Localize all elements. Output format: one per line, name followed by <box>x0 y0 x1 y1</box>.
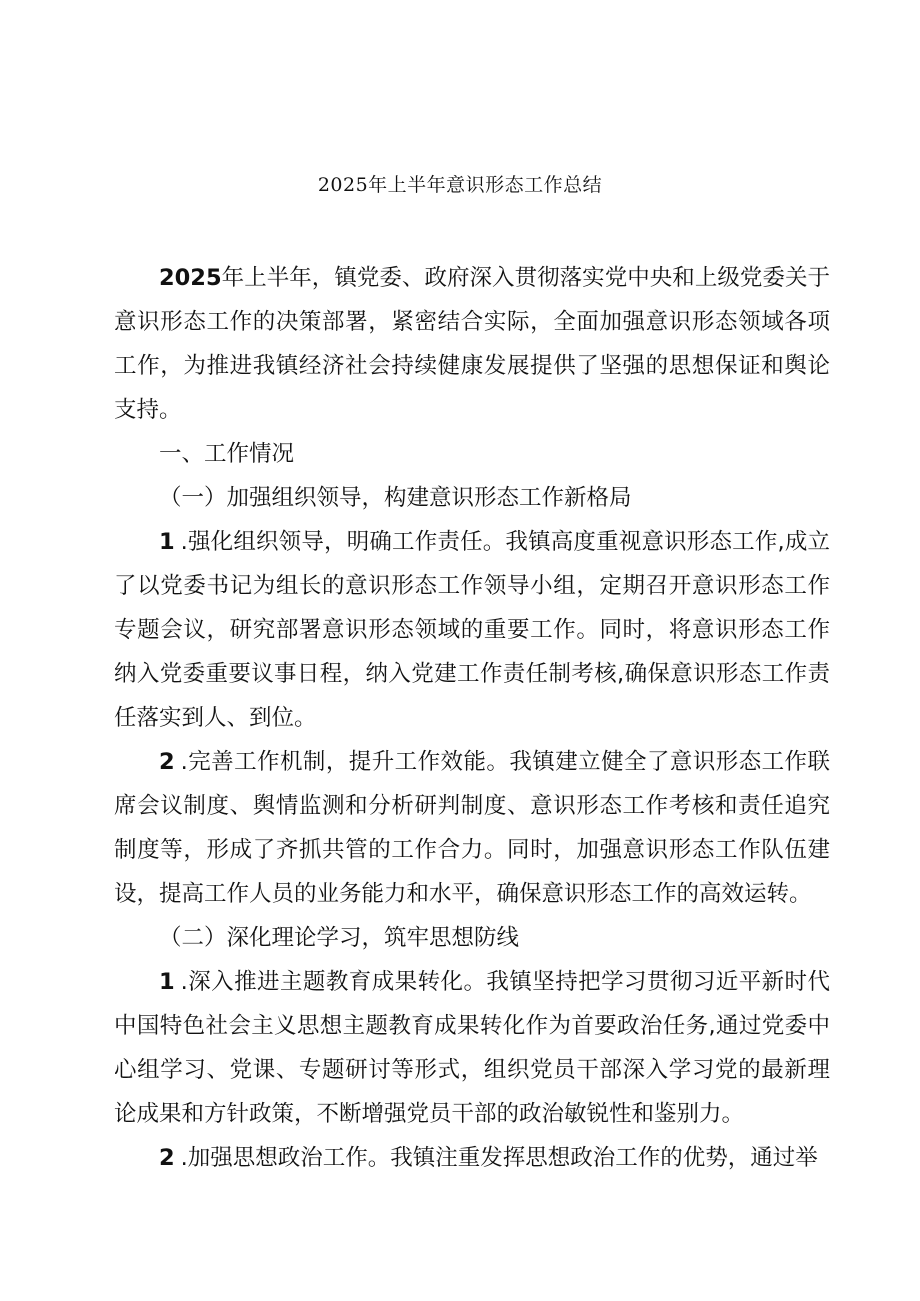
subsection-2-item-1 <box>114 960 830 1136</box>
item-text: .完善工作机制，提升工作效能。我镇建立健全了意识形态工作联席会议制度、舆情监测和分析研判制度、意识形态工作考核和责任追究制度等，形成了齐抓共管的工作合力。同时，加强意识形态工作队伍建设，提高工作人员的业务能力和水平，确保意识形态工作的高效运转。 <box>114 749 830 907</box>
intro-text: 年上半年，镇党委、政府深入贯彻落实党中央和上级党委关于意识形态工作的决策部署，紧密结合实际，全面加强意识形态领域各项工作，为推进我镇经济社会持续健康发展提供了坚强的思想保证和舆论支持。 <box>114 265 830 423</box>
subsection-1-item-2 <box>114 740 830 916</box>
item-text: .深入推进主题教育成果转化。我镇坚持把学习贯彻习近平新时代中国特色社会主义思想主题教育成果转化作为首要政治任务,通过党委中心组学习、党课、专题研讨等形式，组织党员干部深入学习党的最新理论成果和方针政策，不断增强党员干部的政治敏锐性和鉴别力。 <box>114 969 830 1127</box>
item-number: 2 <box>159 749 175 775</box>
section-heading-work-situation: 一、工作情况 <box>159 441 295 467</box>
item-text: .强化组织领导，明确工作责任。我镇高度重视意识形态工作,成立了以党委书记为组长的意识形态工作领导小组，定期召开意识形态工作专题会议，研究部署意识形态领域的重要工作。同时，将意识形态工作纳入党委重要议事日程，纳入党建工作责任制考核,确保意识形态工作责任落实到人、到位。 <box>114 529 830 731</box>
item-number: 1 <box>159 529 175 555</box>
item-number: 2 <box>159 1145 175 1171</box>
subsection-1-item-1 <box>114 520 830 740</box>
subsection-heading-2: （二）深化理论学习，筑牢思想防线 <box>159 925 520 951</box>
intro-paragraph <box>114 256 830 432</box>
subsection-2-item-2 <box>114 1136 830 1180</box>
intro-year: 2025 <box>159 265 222 291</box>
subsection-heading-1: （一）加强组织领导，构建意识形态工作新格局 <box>159 485 632 511</box>
item-text: .加强思想政治工作。我镇注重发挥思想政治工作的优势，通过举 <box>180 1145 818 1171</box>
document-body <box>114 256 830 1180</box>
document-title: 2025年上半年意识形态工作总结 <box>317 174 603 196</box>
item-number: 1 <box>159 969 175 995</box>
